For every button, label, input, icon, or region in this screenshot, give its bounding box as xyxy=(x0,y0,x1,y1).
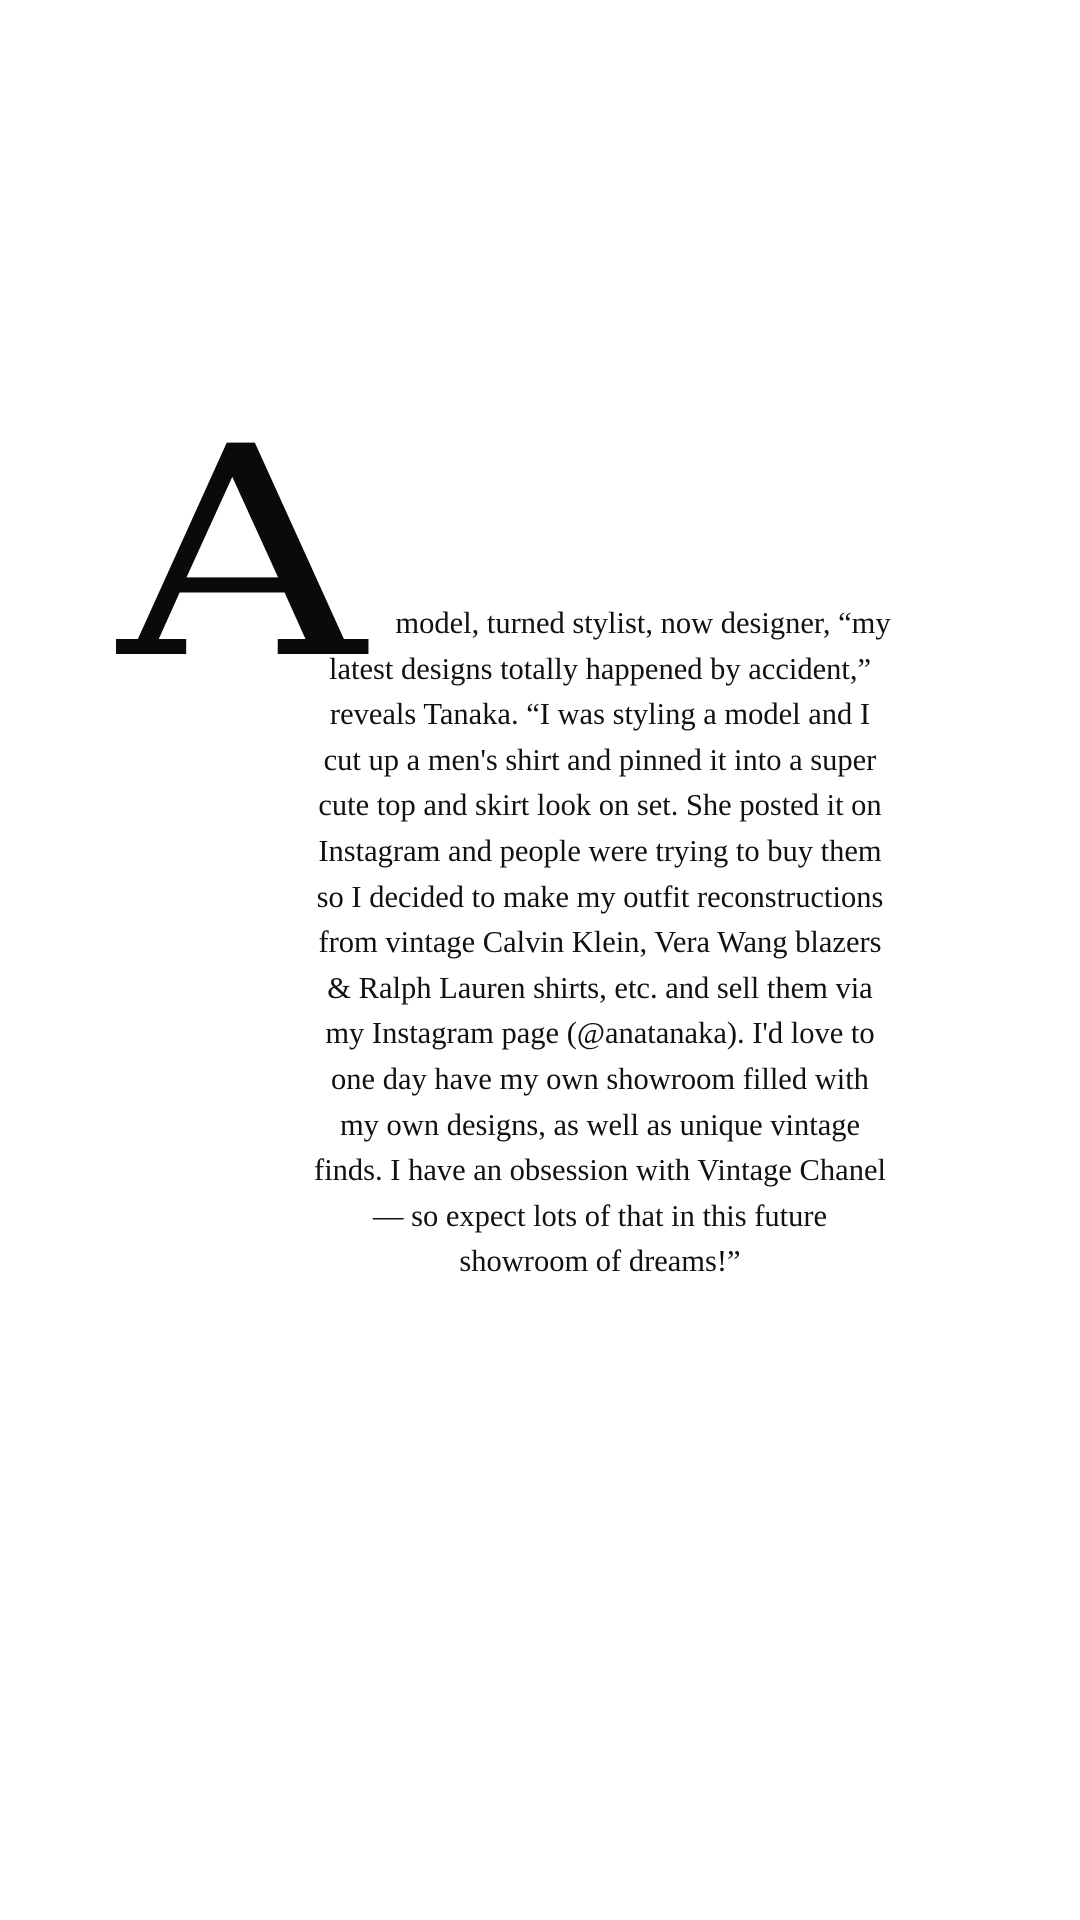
article-body xyxy=(280,601,920,1285)
body-line: cute top and skirt look on set. She posted it on xyxy=(318,788,882,823)
body-line: model, turned stylist, now designer, “my xyxy=(395,606,891,640)
body-line: Instagram and people were trying to buy them xyxy=(318,833,882,868)
body-line: so I decided to make my outfit reconstructions xyxy=(316,879,884,914)
body-line: reveals Tanaka. “I was styling a model and I xyxy=(329,697,871,732)
body-line: one day have my own showroom filled with xyxy=(331,1061,869,1096)
body-line: from vintage Calvin Klein, Vera Wang blazers xyxy=(318,925,882,960)
body-line: cut up a men's shirt and pinned it into a super xyxy=(323,742,877,777)
body-line: my own designs, as well as unique vintage xyxy=(339,1107,861,1142)
body-line: finds. I have an obsession with Vintage Chanel xyxy=(314,1153,886,1188)
body-line: latest designs totally happened by accident,” xyxy=(328,651,872,686)
body-line: my Instagram page (@anatanaka). I'd love to xyxy=(325,1016,875,1051)
body-line: — so expect lots of that in this future xyxy=(372,1198,828,1233)
body-line: showroom of dreams!” xyxy=(459,1244,741,1279)
drop-cap-letter: A xyxy=(118,386,366,723)
body-line: & Ralph Lauren shirts, etc. and sell them via xyxy=(327,970,873,1005)
